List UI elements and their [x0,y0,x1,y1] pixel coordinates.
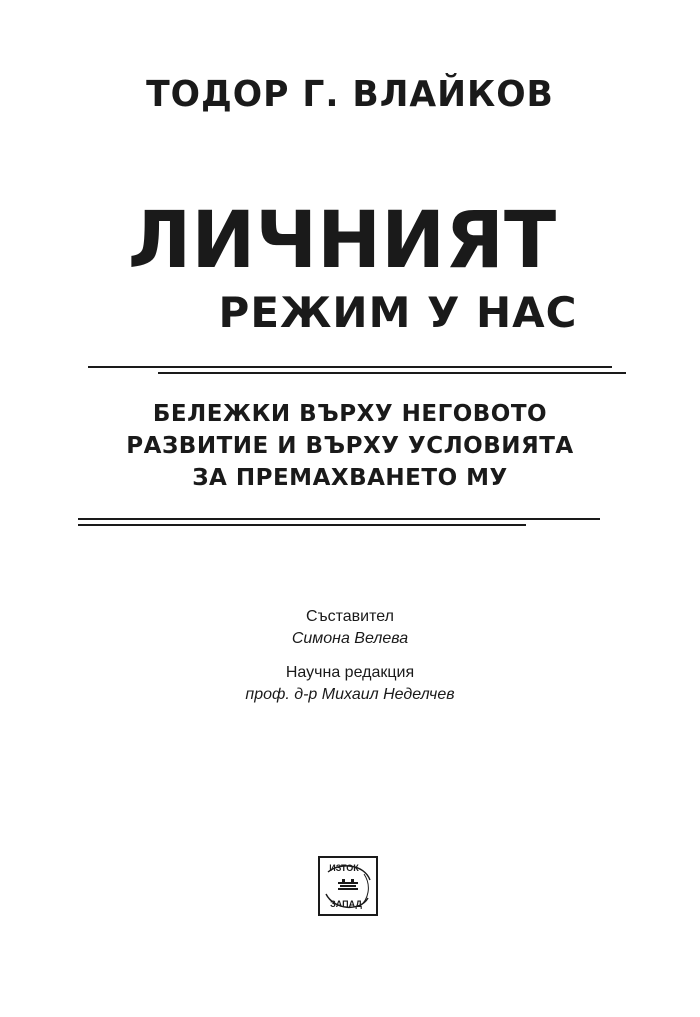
compiler-role: Съставител [306,608,394,625]
subtitle-line-1: БЕЛЕЖКИ ВЪРХУ НЕГОВОТО [152,401,548,427]
author-name: ТОДОР Г. ВЛАЙКОВ [146,74,554,115]
lower-rule-bottom [78,524,526,526]
publisher-emblem-icon [320,858,376,914]
book-title-line-2: РЕЖИМ У НАС [218,288,578,337]
logo-top-text: ИЗТОК [329,863,359,873]
upper-rule-top [88,366,612,368]
subtitle-line-3: ЗА ПРЕМАХВАНЕТО МУ [192,465,508,491]
compiler-credit [0,606,700,650]
editor-name: проф. д-р Михаил Неделчев [245,686,455,703]
book-subtitle [0,398,700,494]
compiler-name: Симона Велева [291,630,409,647]
credits [0,606,700,718]
lower-rule-top [78,518,600,520]
logo-bottom-text: ЗАПАД [330,899,362,909]
upper-rule-bottom [158,372,626,374]
subtitle-line-2: РАЗВИТИЕ И ВЪРХУ УСЛОВИЯТА [126,433,574,459]
book-title-line-1: ЛИЧНИЯТ [127,196,557,286]
publisher-logo [318,856,378,916]
editor-credit [0,662,700,706]
editor-role: Научна редакция [285,664,415,681]
